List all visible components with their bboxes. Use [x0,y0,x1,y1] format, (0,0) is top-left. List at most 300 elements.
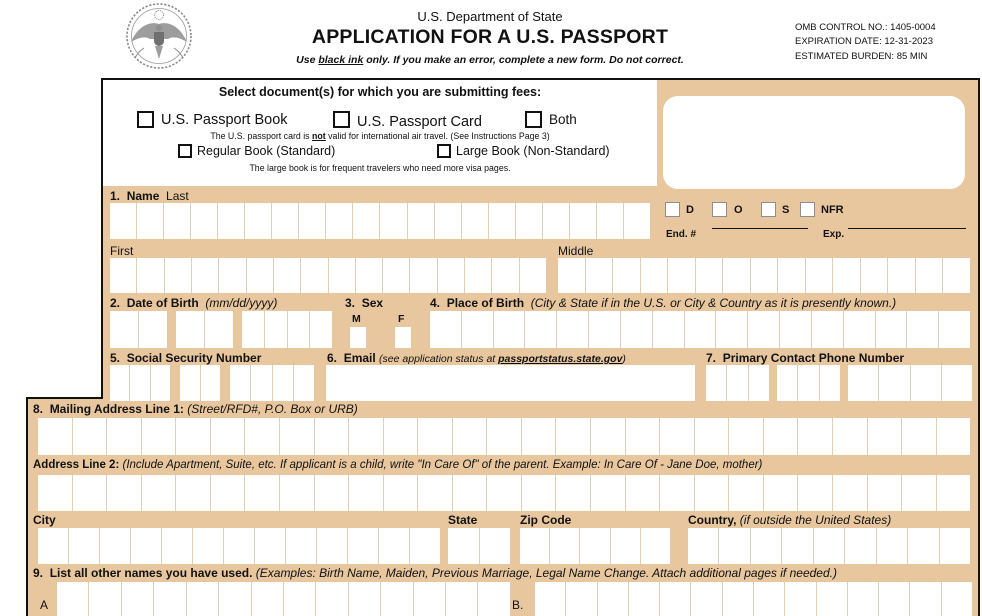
ink-instruction [240,54,740,66]
passport-book-label: U.S. Passport Book [161,112,288,128]
comb-cell [69,528,100,564]
large-book-note: The large book is for frequent travelers who need more visa pages. [249,163,511,173]
comb-cell [251,365,272,401]
phone-line-field[interactable] [848,365,972,401]
comb-cell [876,311,908,348]
comb-cell [205,311,233,348]
comb-cell [255,528,286,564]
phone-number-label: 7. [706,351,717,365]
comb-cell [525,311,557,348]
comb-cell [778,258,806,293]
comb-cell [219,582,251,616]
email-hint-link: passportstatus.state.gov [498,353,623,365]
addr2-field[interactable] [38,475,970,511]
comb-cell [273,365,294,401]
comb-cell [408,203,435,239]
comb-cell [89,582,121,616]
code-nfr-label: NFR [821,204,844,216]
name-last-label: Last [166,189,189,203]
comb-cell [154,582,186,616]
border-step [26,397,103,399]
comb-cell [566,582,597,616]
comb-cell [861,258,889,293]
comb-cell [247,258,274,293]
zip-label: Zip Code [520,513,572,527]
comb-cell [598,582,629,616]
comb-cell [748,311,780,348]
comb-cell [487,475,522,511]
comb-cell [410,528,440,564]
ssn-serial-field[interactable] [230,365,314,401]
city-label: City [33,513,56,527]
email-field[interactable] [326,365,695,401]
city-field[interactable] [38,528,440,564]
comb-cell [641,528,670,564]
comb-cell [38,418,73,455]
comb-cell [438,258,465,293]
comb-cell [629,582,660,616]
comb-cell [910,582,941,616]
comb-cell [418,475,453,511]
expiration-line[interactable] [848,228,966,229]
omb-expiration: EXPIRATION DATE: 12-31-2023 [795,36,933,48]
form-header [240,9,740,66]
comb-cell [589,311,621,348]
comb-cell [265,311,288,348]
addr1-number: 8. [33,402,44,416]
comb-cell [937,418,971,455]
comb-cell [695,475,730,511]
comb-cell [489,203,516,239]
pob-number: 4. [430,296,441,310]
comb-cell [719,528,750,564]
comb-cell [937,475,971,511]
comb-cell [814,528,845,564]
comb-cell [317,528,348,564]
sex-m-label: M [352,313,361,325]
comb-cell [751,528,782,564]
comb-cell [380,203,407,239]
dob-day-field[interactable] [176,311,233,348]
both-label: Both [549,112,577,127]
country-label [688,513,891,527]
comb-cell [660,418,695,455]
sex-f-checkbox[interactable] [395,327,411,348]
ink-instruction-underline: black ink [318,54,364,66]
comb-cell [706,365,727,401]
comb-cell [902,418,937,455]
doc-select-title: Select document(s) for which you are submitting fees: [218,85,542,99]
comb-cell [939,311,970,348]
comb-cell [785,582,816,616]
ink-instruction-post: only. If you make an error, complete a new form. Do not correct. [363,54,684,66]
comb-cell [310,311,332,348]
code-nfr-checkbox[interactable] [800,202,815,217]
comb-cell [798,365,819,401]
comb-cell [727,365,748,401]
comb-cell [624,203,650,239]
comb-cell [462,311,494,348]
first-name-field[interactable] [110,258,546,293]
dob-number: 2. [110,296,121,310]
comb-cell [942,582,972,616]
comb-cell [435,203,462,239]
comb-cell [879,582,910,616]
comb-cell [151,365,170,401]
comb-cell [833,418,868,455]
endorsement-line[interactable] [712,228,808,229]
comb-cell [245,203,272,239]
comb-cell [723,582,754,616]
comb-cell [911,365,942,401]
comb-cell [798,418,833,455]
comb-cell [349,418,384,455]
passport-card-label: U.S. Passport Card [357,114,482,130]
comb-cell [817,582,848,616]
addr1-label [33,402,358,416]
code-o-checkbox[interactable] [712,202,727,217]
other-names-hint: (Examples: Birth Name, Maiden, Previous Marriage, Legal Name Change. Attach additional pages if needed.) [255,566,837,580]
border-right [978,78,980,616]
comb-cell [349,475,384,511]
dob-month-field[interactable] [110,311,167,348]
comb-cell [284,582,316,616]
both-checkbox[interactable] [525,111,542,128]
comb-cell [218,203,245,239]
agency-name: U.S. Department of State [417,9,563,24]
comb-cell [326,203,353,239]
comb-cell [462,203,489,239]
middle-name-label: Middle [558,244,594,258]
comb-cell [288,311,311,348]
comb-cell [754,582,785,616]
email-hint-post: ) [622,353,626,365]
comb-cell [176,475,211,511]
other-names-label-text: List all other names you have used. [49,566,253,580]
comb-cell [242,311,265,348]
zip-field[interactable] [520,528,670,564]
comb-cell [764,475,799,511]
comb-cell [379,528,410,564]
state-label: State [448,513,478,527]
comb-cell [446,582,478,616]
border-left-lower [26,397,28,616]
comb-cell [877,528,908,564]
comb-cell [522,418,557,455]
omb-burden: ESTIMATED BURDEN: 85 MIN [795,50,928,62]
regular-book-checkbox[interactable] [178,144,192,158]
addr2-label [33,459,762,473]
comb-cell [556,418,591,455]
comb-cell [315,475,350,511]
comb-cell [294,365,314,401]
omb-block [795,21,936,64]
comb-cell [349,582,381,616]
comb-cell [410,258,437,293]
comb-cell [844,311,876,348]
email-hint-pre: (see application status at [379,353,499,365]
comb-cell [478,582,509,616]
comb-cell [580,528,610,564]
sex-m-checkbox[interactable] [350,327,366,348]
comb-cell [902,475,937,511]
comb-cell [453,418,488,455]
comb-cell [868,418,903,455]
comb-cell [777,365,798,401]
comb-cell [384,475,419,511]
large-book-checkbox[interactable] [437,144,451,158]
comb-cell [165,258,192,293]
border-left-upper [101,78,103,399]
pob-hint: (City & State if in the U.S. or City & Country as it is presently known.) [530,296,897,310]
comb-cell [110,203,137,239]
border-top [101,78,980,80]
phone-label-text: Primary Contact Phone Number [722,351,905,365]
comb-cell [414,582,446,616]
email-number: 6. [327,351,338,365]
comb-cell [57,582,89,616]
comb-cell [299,203,326,239]
comb-cell [176,418,211,455]
comb-cell [591,475,626,511]
other-name-b-field[interactable] [535,582,972,616]
comb-cell [943,258,970,293]
name-number: 1. [110,189,121,203]
comb-cell [908,528,939,564]
country-hint: (if outside the United States) [736,513,892,527]
name-label [110,189,189,203]
comb-cell [907,311,939,348]
comb-cell [879,365,910,401]
comb-cell [219,258,246,293]
middle-name-field[interactable] [558,258,970,293]
ssn-label-text: Social Security Number [126,351,262,365]
comb-cell [73,418,108,455]
comb-cell [137,258,164,293]
comb-cell [280,475,315,511]
ink-instruction-pre: Use [296,54,319,66]
comb-cell [38,475,73,511]
comb-cell [729,475,764,511]
comb-cell [723,258,751,293]
great-seal-logo [124,2,194,72]
comb-cell [833,258,861,293]
code-s-checkbox[interactable] [761,202,776,217]
other-name-a-label: A [40,598,49,612]
comb-cell [286,528,317,564]
addr2-hint: (Include Apartment, Suite, etc. If applicant is a child, write "In Care Of" of the parent. Example: In Care Of - Jane Doe, mother) [122,459,763,471]
comb-cell [653,311,685,348]
regular-book-label: Regular Book (Standard) [197,144,336,158]
comb-cell [139,311,167,348]
comb-cell [558,258,586,293]
comb-cell [685,311,717,348]
name-label-text: Name [126,189,160,203]
comb-cell [201,365,221,401]
comb-cell [660,475,695,511]
comb-cell [848,582,879,616]
comb-cell [280,418,315,455]
comb-cell [806,258,834,293]
comb-cell [107,475,142,511]
comb-cell [110,365,130,401]
comb-cell [751,258,779,293]
code-d-checkbox[interactable] [665,202,680,217]
comb-cell [122,582,154,616]
country-field[interactable] [688,528,970,564]
form-title: APPLICATION FOR A U.S. PASSPORT [311,26,669,48]
first-name-label: First [110,244,134,258]
code-o-label: O [734,204,743,216]
comb-cell [940,528,970,564]
dob-year-field[interactable] [242,311,332,348]
comb-cell [430,311,462,348]
comb-cell [556,475,591,511]
other-names-number: 9. [33,566,44,580]
comb-cell [110,311,139,348]
comb-cell [916,258,944,293]
pob-field[interactable] [430,311,970,348]
comb-cell [224,528,255,564]
comb-cell [245,475,280,511]
comb-cell [180,365,201,401]
official-use-box [663,96,965,189]
card-note-not: not [312,131,326,141]
sex-label-text: Sex [361,296,384,310]
comb-cell [131,528,162,564]
comb-cell [356,258,383,293]
comb-cell [550,528,580,564]
comb-cell [315,418,350,455]
phone-area-field[interactable] [706,365,769,401]
expiration-label: Exp. [823,229,845,240]
comb-cell [812,311,844,348]
comb-cell [695,418,730,455]
comb-cell [543,203,570,239]
comb-cell [383,258,410,293]
comb-cell [252,582,284,616]
comb-cell [586,258,614,293]
other-names-label [33,566,837,580]
comb-cell [492,258,519,293]
sex-f-label: F [398,313,405,325]
ssn-label [110,351,261,365]
comb-cell [845,528,876,564]
comb-cell [848,365,879,401]
comb-cell [100,528,131,564]
comb-cell [833,475,868,511]
card-note-post: valid for international air travel. (See Instructions Page 3) [325,131,550,141]
comb-cell [245,418,280,455]
comb-cell [780,311,812,348]
comb-cell [613,258,641,293]
phone-label [706,351,904,365]
pob-label-text: Place of Birth [446,296,525,310]
comb-cell [516,203,543,239]
comb-cell [110,258,137,293]
comb-cell [688,528,719,564]
passport-card-checkbox[interactable] [333,111,350,128]
comb-cell [301,258,328,293]
ssn-group-field[interactable] [180,365,220,401]
comb-cell [38,528,69,564]
endorsement-label: End. # [666,229,697,240]
comb-cell [274,258,301,293]
other-name-a-field[interactable] [57,582,510,616]
sex-label [345,296,383,310]
last-name-field[interactable] [110,203,650,239]
addr1-field[interactable] [38,418,970,455]
comb-cell [176,311,205,348]
comb-cell [868,475,903,511]
ssn-area-field[interactable] [110,365,170,401]
comb-cell [316,582,348,616]
comb-cell [520,258,546,293]
dob-label [110,296,277,310]
eagle-seal-icon [124,2,194,72]
comb-cell [626,475,661,511]
addr1-hint: (Street/RFD#, P.O. Box or URB) [187,402,358,416]
comb-cell [621,311,653,348]
comb-cell [381,582,413,616]
comb-cell [535,582,566,616]
comb-cell [716,311,748,348]
comb-cell [329,258,356,293]
comb-cell [749,365,769,401]
comb-cell [570,203,597,239]
comb-cell [597,203,624,239]
comb-cell [557,311,589,348]
comb-cell [691,582,722,616]
state-field[interactable] [448,528,510,564]
phone-prefix-field[interactable] [777,365,840,401]
comb-cell [193,528,224,564]
country-label-text: Country, [688,513,737,527]
comb-cell [494,311,526,348]
code-s-label: S [782,204,790,216]
comb-cell [591,418,626,455]
large-book-label: Large Book (Non-Standard) [456,144,610,158]
comb-cell [942,365,972,401]
comb-cell [764,418,799,455]
addr1-label-text: Mailing Address Line 1: [49,402,184,416]
comb-cell [626,418,661,455]
dob-hint: (mm/dd/yyyy) [205,296,278,310]
comb-cell [520,528,550,564]
other-name-b-label: B. [512,598,524,612]
comb-cell [820,365,840,401]
comb-cell [164,203,191,239]
comb-cell [487,418,522,455]
comb-cell [73,475,108,511]
comb-cell [142,418,177,455]
comb-cell [798,475,833,511]
comb-cell [348,528,379,564]
comb-cell [142,475,177,511]
comb-cell [384,418,419,455]
comb-cell [782,528,813,564]
sex-number: 3. [345,296,356,310]
ssn-number: 5. [110,351,121,365]
comb-cell [191,203,218,239]
comb-cell [192,258,219,293]
comb-cell [465,258,492,293]
comb-cell [480,528,511,564]
comb-cell [729,418,764,455]
comb-cell [107,418,142,455]
comb-cell [130,365,150,401]
passport-book-checkbox[interactable] [137,111,154,128]
